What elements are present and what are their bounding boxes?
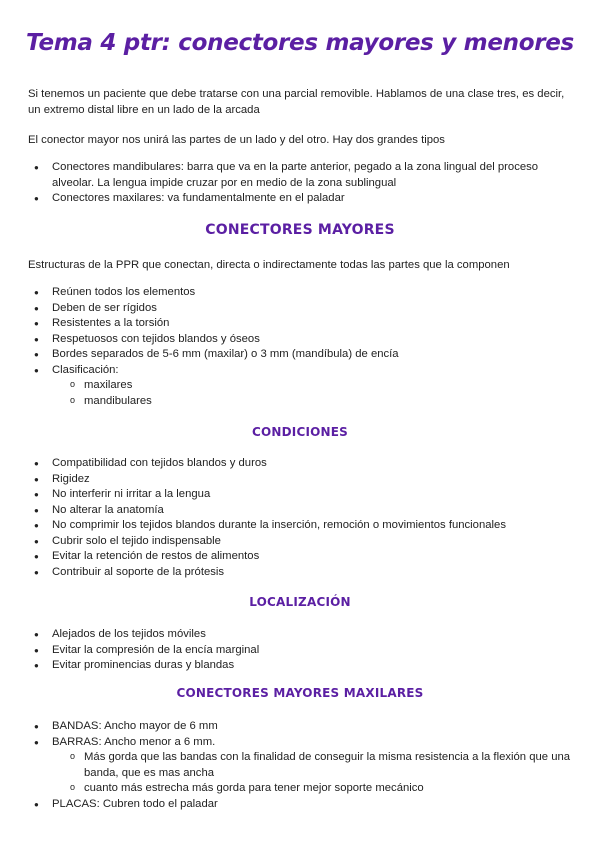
section-heading-maxilares: CONECTORES MAYORES MAXILARES [176,686,424,700]
list-item: ● Compatibilidad con tejidos blandos y duros [34,456,574,472]
sub-list-item: o cuanto más estrecha más gorda para tener mejor soporte mecánico [70,781,574,797]
connector-types-list [34,160,574,207]
page-title: Tema 4 ptr: conectores mayores y menores [26,30,574,56]
mayores-intro: Estructuras de la PPR que conectan, directa o indirectamente todas las partes que la componen [28,259,510,271]
localizacion-list [34,627,574,674]
intro-paragraph-2: El conector mayor nos unirá las partes de un lado y del otro. Hay dos grandes tipos [28,134,445,146]
list-item: ● Cubrir solo el tejido indispensable [34,534,574,550]
list-item: ● Evitar la compresión de la encía marginal [34,643,574,659]
barras-sublist [52,750,574,797]
list-item: ● Evitar prominencias duras y blandas [34,658,574,674]
clasificacion-label: Clasificación: [52,363,119,376]
list-item: ● Evitar la retención de restos de alimentos [34,549,574,565]
sub-list-item: o mandibulares [70,394,574,410]
intro-paragraph: Si tenemos un paciente que debe tratarse con una parcial removible. Hablamos de una clase tres, es decir, un extremo distal libre en un lado de la arcada [28,88,565,116]
list-item: ● Conectores maxilares: va fundamentalmente en el paladar [34,191,574,207]
section-heading-localizacion: LOCALIZACIÓN [249,595,351,609]
list-item: ● No comprimir los tejidos blandos durante la inserción, remoción o movimientos funcionales [34,518,574,534]
list-item: ● Respetuosos con tejidos blandos y óseos [34,332,574,348]
barras-label: BARRAS: Ancho menor a 6 mm. [52,735,216,748]
list-item: ● Contribuir al soporte de la prótesis [34,565,574,581]
condiciones-list [34,456,574,580]
maxilares-list [34,719,574,812]
list-item: ● Resistentes a la torsión [34,316,574,332]
section-heading-mayores: CONECTORES MAYORES [205,222,395,238]
list-item: ● Reúnen todos los elementos [34,285,574,301]
list-item: ● Rigidez [34,472,574,488]
sub-list-item: o maxilares [70,378,574,394]
list-item [34,735,574,797]
clasificacion-sublist [52,378,574,409]
list-item: ● Bordes separados de 5-6 mm (maxilar) o 3 mm (mandíbula) de encía [34,347,574,363]
list-item: ● PLACAS: Cubren todo el paladar [34,797,574,813]
section-heading-condiciones: CONDICIONES [251,425,349,439]
list-item: ● Alejados de los tejidos móviles [34,627,574,643]
list-item [34,363,574,410]
list-item: ● No interferir ni irritar a la lengua [34,487,574,503]
mayores-list [34,285,574,409]
list-item: ● Conectores mandibulares: barra que va en la parte anterior, pegado a la zona lingual del proceso alveolar. La lengua impide cruzar por en medio de la zona sublingual [34,160,574,191]
list-item: ● No alterar la anatomía [34,503,574,519]
list-item: ● BANDAS: Ancho mayor de 6 mm [34,719,574,735]
list-item: ● Deben de ser rígidos [34,301,574,317]
sub-list-item: o Más gorda que las bandas con la finalidad de conseguir la misma resistencia a la flexión que una banda, que es mas ancha [70,750,574,781]
